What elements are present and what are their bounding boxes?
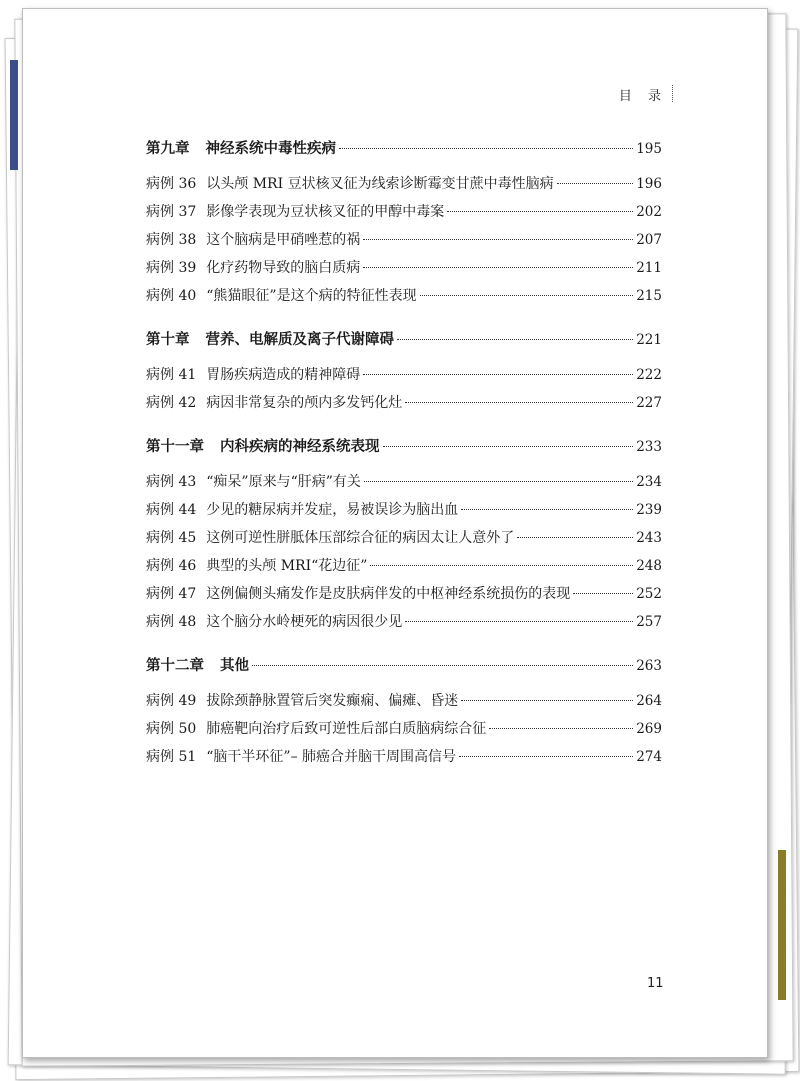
case-number: 病例 39 — [146, 260, 197, 276]
dot-leader — [405, 621, 633, 622]
dot-leader — [461, 509, 633, 510]
case-page-number: 257 — [636, 614, 662, 630]
case-entry[interactable] — [146, 282, 662, 310]
case-page-number: 252 — [636, 586, 662, 602]
header-dotted-rule — [672, 85, 673, 102]
dot-leader — [364, 481, 633, 482]
case-entry[interactable] — [146, 468, 662, 496]
case-title: 这例偏侧头痛发作是皮肤病伴发的中枢神经系统损伤的表现 — [206, 586, 571, 602]
dot-leader — [557, 183, 634, 184]
chapter-title: 其他 — [220, 658, 249, 674]
case-title: “痴呆”原来与“肝病”有关 — [206, 474, 361, 490]
chapter-number: 第十二章 — [146, 658, 204, 674]
dot-leader — [573, 593, 633, 594]
case-number: 病例 37 — [146, 204, 197, 220]
chapter-number: 第十一章 — [146, 439, 204, 455]
case-entry[interactable] — [146, 580, 662, 608]
case-page-number: 202 — [636, 204, 662, 220]
case-title: 胃肠疾病造成的精神障碍 — [206, 367, 361, 383]
dot-leader — [447, 211, 633, 212]
case-number: 病例 46 — [146, 558, 197, 574]
case-page-number: 274 — [636, 749, 662, 765]
case-page-number: 269 — [636, 721, 662, 737]
section-spacer — [146, 636, 662, 653]
dot-leader — [339, 148, 633, 149]
dot-leader — [252, 665, 633, 666]
case-page-number: 222 — [636, 367, 662, 383]
case-title: 影像学表现为豆状核叉征的甲醇中毒案 — [206, 204, 445, 220]
case-number: 病例 42 — [146, 395, 197, 411]
case-number: 病例 50 — [146, 721, 197, 737]
dot-leader — [397, 339, 633, 340]
case-number: 病例 40 — [146, 288, 197, 304]
case-number: 病例 51 — [146, 749, 197, 765]
case-page-number: 243 — [636, 530, 662, 546]
case-page-number: 234 — [636, 474, 662, 490]
case-page-number: 239 — [636, 502, 662, 518]
case-number: 病例 36 — [146, 176, 197, 192]
case-title: 拔除颈静脉置管后突发癫痫、偏瘫、昏迷 — [206, 693, 459, 709]
section-spacer — [146, 310, 662, 327]
dot-leader — [405, 402, 633, 403]
page-number: 11 — [647, 976, 664, 991]
chapter-number: 第十章 — [146, 332, 190, 348]
case-title: “熊猫眼征”是这个病的特征性表现 — [206, 288, 417, 304]
case-entry[interactable] — [146, 552, 662, 580]
chapter-entry[interactable] — [146, 434, 662, 460]
chapter-title: 营养、电解质及离子代谢障碍 — [205, 332, 394, 348]
chapter-title: 内科疾病的神经系统表现 — [220, 439, 380, 455]
case-title: 这个脑病是甲硝唑惹的祸 — [206, 232, 361, 248]
chapter-page-number: 195 — [636, 141, 662, 157]
chapter-entry[interactable] — [146, 327, 662, 353]
chapter-title: 神经系统中毒性疾病 — [205, 141, 336, 157]
case-number: 病例 44 — [146, 502, 197, 518]
case-page-number: 207 — [636, 232, 662, 248]
case-entry[interactable] — [146, 198, 662, 226]
case-page-number: 215 — [636, 288, 662, 304]
dot-leader — [517, 537, 633, 538]
case-title: 病因非常复杂的颅内多发钙化灶 — [206, 395, 403, 411]
case-page-number: 264 — [636, 693, 662, 709]
case-title: 这个脑分水岭梗死的病因很少见 — [206, 614, 403, 630]
case-entry[interactable] — [146, 254, 662, 282]
case-number: 病例 45 — [146, 530, 197, 546]
dot-leader — [461, 700, 633, 701]
case-entry[interactable] — [146, 608, 662, 636]
case-title: 以头颅 MRI 豆状核叉征为线索诊断霉变甘蔗中毒性脑病 — [206, 176, 554, 192]
case-entry[interactable] — [146, 226, 662, 254]
case-entry[interactable] — [146, 170, 662, 198]
case-entry[interactable] — [146, 524, 662, 552]
case-title: 少见的糖尿病并发症，易被误诊为脑出血 — [206, 502, 459, 518]
chapter-page-number: 263 — [636, 658, 662, 674]
section-spacer — [146, 417, 662, 434]
case-title: 典型的头颅 MRI“花边征” — [206, 558, 368, 574]
running-header: 目 录 — [618, 89, 667, 104]
dot-leader — [489, 728, 633, 729]
chapter-page-number: 233 — [636, 439, 662, 455]
dot-leader — [383, 446, 634, 447]
case-entry[interactable] — [146, 496, 662, 524]
case-number: 病例 47 — [146, 586, 197, 602]
case-page-number: 196 — [636, 176, 662, 192]
dot-leader — [459, 756, 633, 757]
chapter-page-number: 221 — [636, 332, 662, 348]
dot-leader — [420, 295, 634, 296]
table-of-contents — [146, 136, 662, 771]
case-title: 这例可逆性胼胝体压部综合征的病因太让人意外了 — [206, 530, 515, 546]
dot-leader — [363, 267, 633, 268]
case-title: “脑干半环征”– 肺癌合并脑干周围高信号 — [206, 749, 457, 765]
case-number: 病例 41 — [146, 367, 197, 383]
case-page-number: 211 — [636, 260, 662, 276]
book-edge-stripe — [778, 850, 786, 1000]
dot-leader — [363, 374, 633, 375]
case-entry[interactable] — [146, 687, 662, 715]
chapter-entry[interactable] — [146, 653, 662, 679]
chapter-number: 第九章 — [146, 141, 190, 157]
dot-leader — [370, 565, 633, 566]
case-entry[interactable] — [146, 743, 662, 771]
case-number: 病例 49 — [146, 693, 197, 709]
chapter-entry[interactable] — [146, 136, 662, 162]
case-title: 肺癌靶向治疗后致可逆性后部白质脑病综合征 — [206, 721, 487, 737]
case-number: 病例 43 — [146, 474, 197, 490]
case-entry[interactable] — [146, 361, 662, 389]
case-page-number: 227 — [636, 395, 662, 411]
case-number: 病例 48 — [146, 614, 197, 630]
case-title: 化疗药物导致的脑白质病 — [206, 260, 361, 276]
case-entry[interactable] — [146, 715, 662, 743]
dot-leader — [363, 239, 633, 240]
case-page-number: 248 — [636, 558, 662, 574]
case-entry[interactable] — [146, 389, 662, 417]
book-edge-stripe — [10, 60, 18, 170]
case-number: 病例 38 — [146, 232, 197, 248]
